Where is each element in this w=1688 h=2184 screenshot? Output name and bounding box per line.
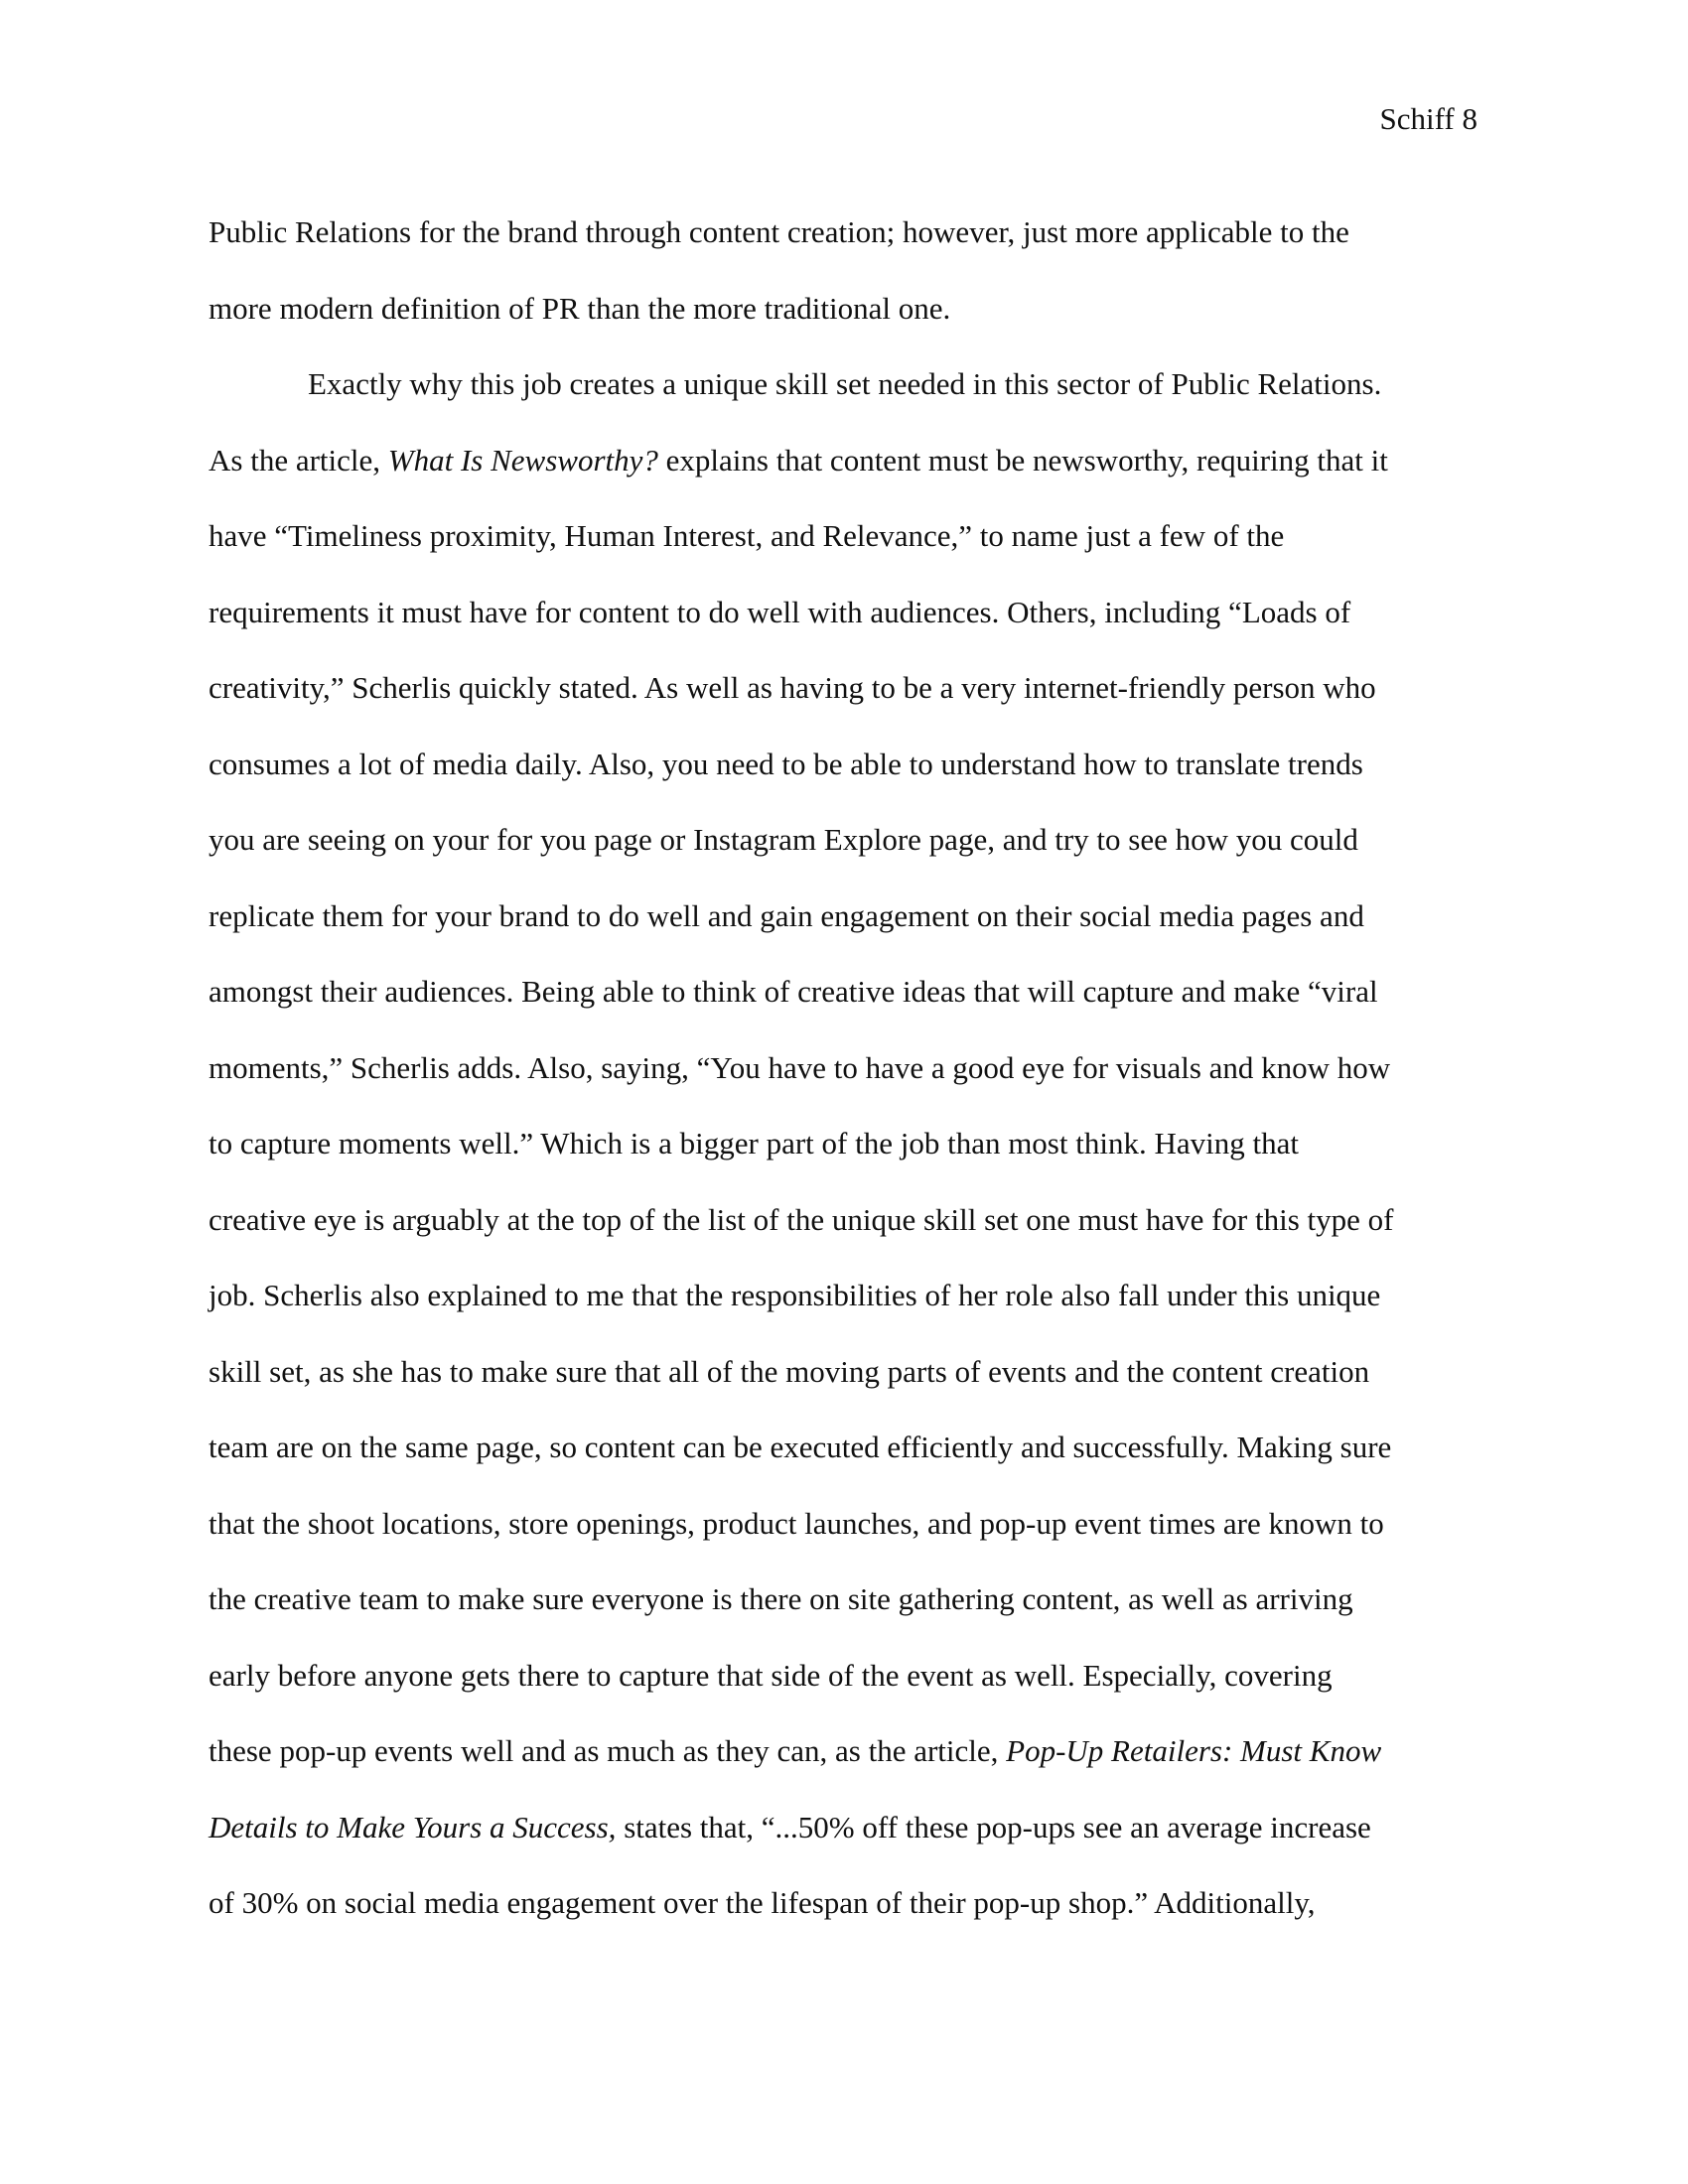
text-line bbox=[209, 1790, 1489, 1866]
text-line: consumes a lot of media daily. Also, you need to be able to understand how to translate trends bbox=[209, 746, 1363, 781]
text-line: creative eye is arguably at the top of the list of the unique skill set one must have for this type of bbox=[209, 1201, 1394, 1237]
text-line: replicate them for your brand to do well and gain engagement on their social media pages and bbox=[209, 897, 1364, 933]
text-line: amongst their audiences. Being able to think of creative ideas that will capture and make “viral bbox=[209, 974, 1378, 1009]
text-run: these pop-up events well and as much as they can, as the article, bbox=[209, 1733, 1007, 1768]
text-line: to capture moments well.” Which is a bigger part of the job than most think. Having that bbox=[209, 1126, 1299, 1160]
text-run: states that, “...50% off these pop-ups see an average increase bbox=[616, 1809, 1371, 1844]
text-line: Exactly why this job creates a unique skill set needed in this sector of Public Relations. bbox=[308, 366, 1382, 401]
running-head: Schiff 8 bbox=[1379, 101, 1477, 136]
text-line bbox=[209, 1713, 1489, 1790]
text-run: As the article, bbox=[209, 442, 388, 478]
text-line: early before anyone gets there to capture that side of the event as well. Especially, covering bbox=[209, 1657, 1333, 1693]
text-line: the creative team to make sure everyone is there on site gathering content, as well as arriving bbox=[209, 1581, 1353, 1616]
text-line: of 30% on social media engagement over the lifespan of their pop-up shop.” Additionally, bbox=[209, 1885, 1316, 1920]
text-line: skill set, as she has to make sure that all of the moving parts of events and the content creation bbox=[209, 1353, 1370, 1389]
article-title: Details to Make Yours a Success, bbox=[209, 1809, 617, 1844]
text-line: more modern definition of PR than the more traditional one. bbox=[209, 290, 951, 326]
text-line: that the shoot locations, store openings, product launches, and pop-up event times are known to bbox=[209, 1505, 1384, 1541]
body-text bbox=[209, 195, 1489, 1942]
text-line: creativity,” Scherlis quickly stated. As well as having to be a very internet-friendly person who bbox=[209, 670, 1376, 705]
article-title: Pop-Up Retailers: Must Know bbox=[1006, 1733, 1382, 1768]
text-line bbox=[209, 423, 1489, 499]
text-line: team are on the same page, so content can be executed efficiently and successfully. Making sure bbox=[209, 1430, 1392, 1464]
text-run: explains that content must be newsworthy, requiring that it bbox=[657, 442, 1388, 478]
text-line: Public Relations for the brand through content creation; however, just more applicable to the bbox=[209, 214, 1349, 249]
article-title: What Is Newsworthy? bbox=[387, 442, 658, 478]
text-line: you are seeing on your for you page or Instagram Explore page, and try to see how you could bbox=[209, 822, 1358, 857]
text-line: have “Timeliness proximity, Human Interest, and Relevance,” to name just a few of the bbox=[209, 518, 1285, 553]
text-line: moments,” Scherlis adds. Also, saying, “You have to have a good eye for visuals and know how bbox=[209, 1049, 1391, 1085]
text-line: job. Scherlis also explained to me that the responsibilities of her role also fall under this unique bbox=[209, 1278, 1381, 1312]
text-line: requirements it must have for content to do well with audiences. Others, including “Loads of bbox=[209, 594, 1351, 629]
